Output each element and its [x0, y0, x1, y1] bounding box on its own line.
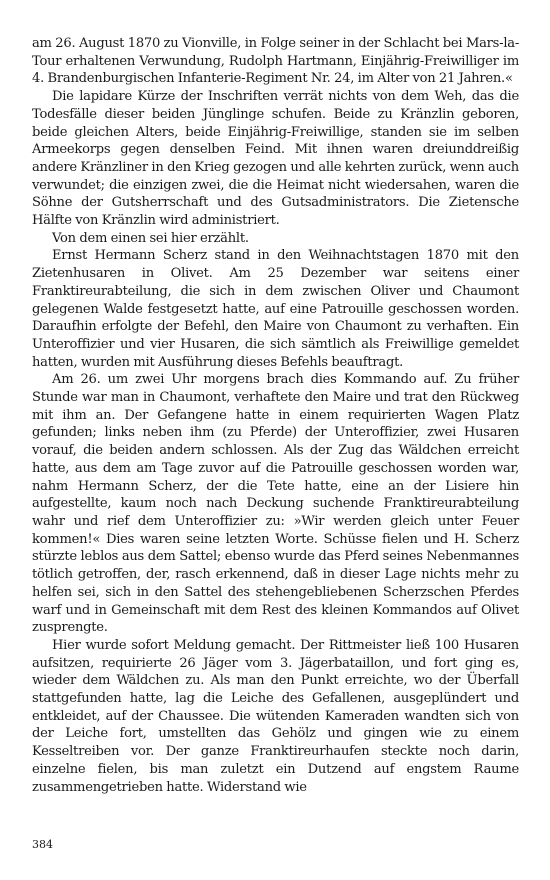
paragraph-olivet: Ernst Hermann Scherz stand in den Weihnachtstagen 1870 mit den Zietenhusaren in Olivet. Am 25 Dezember war seitens einer Franktireurabteilung, die sich in dem zwischen Oliver und Chaumont gelegenen Walde festgesetzt hatte, auf eine Patrouille geschossen worden. Daraufhin erfolgte der Befehl, den Maire von Chaumont zu verhaften. Ein Unteroffizier und vier Husaren, die sich sämtlich als Freiwillige gemeldet hatten, wurden mit Ausführung dieses Befehls beauftragt. [32, 248, 519, 370]
paragraph-short: Von dem einen sei hier erzählt. [52, 230, 249, 246]
body-text [32, 35, 519, 796]
page-number: 384 [32, 838, 53, 851]
paragraph-continuation: am 26. August 1870 zu Vionville, in Folge seiner in der Schlacht bei Mars-la-Tour erhaltenen Verwundung, Rudolph Hartmann, Einjährig-Freiwilliger im 4. Brandenburgischen Infanterie-Regiment Nr. 24, im Alter von 21 Jahren.« [32, 36, 519, 87]
paragraph-command: Am 26. um zwei Uhr morgens brach dies Kommando auf. Zu früher Stunde war man in Chaumont, verhaftete den Maire und trat den Rückweg mit ihm an. Der Gefangene hatte in einem requirierten Wagen Platz gefunden; links neben ihm (zu Pferde) der Unteroffizier, zwei Husaren vorauf, die beiden andern schlossen. Als der Zug das Wäldchen erreicht hatte, aus dem am Tage zuvor auf die Patrouille geschossen worden war, nahm Hermann Scherz, der die Tete hatte, eine an der Lisiere hin aufgestellte, kaum noch nach Deckung suchende Franktireurabteilung wahr und rief dem Unteroffizier zu: »Wir werden gleich unter Feuer kommen!« Dies waren seine letzten Worte. Schüsse fielen und H. Scherz stürzte leblos aus dem Sattel; ebenso wurde das Pferd seines Nebenmannes tötlich getroffen, der, rasch erkennend, daß in dieser Lage nichts mehr zu helfen sei, sich in den Sattel des stehengebliebenen Scherzschen Pferdes warf und in Gemeinschaft mit dem Rest des kleinen Kommandos auf Olivet zusprengte. [32, 372, 519, 636]
paragraph-inscriptions: Die lapidare Kürze der Inschriften verrät nichts von dem Weh, das die Todesfälle dieser beiden Jünglinge schufen. Beide zu Kränzlin geboren, beide gleichen Alters, beide Einjährig-Freiwillige, standen sie im selben Armeekorps gegen denselben Feind. Mit ihnen waren dreiunddreißig andere Kränzliner in den Krieg gezogen und alle kehrten zurück, wenn auch verwundet; die einzigen zwei, die die Heimat nicht wiedersahen, waren die Söhne der Gutsherrschaft und des Gutsadministrators. Die Zietensche Hälfte von Kränzlin wird administriert. [32, 89, 519, 229]
paragraph-report: Hier wurde sofort Meldung gemacht. Der Rittmeister ließ 100 Husaren aufsitzen, requirierte 26 Jäger vom 3. Jägerbataillon, und fort ging es, wieder dem Wäldchen zu. Als man den Punkt erreichte, wo der Überfall stattgefunden hatte, lag die Leiche des Gefallenen, ausgeplündert und entkleidet, auf der Chaussee. Die wütenden Kameraden wandten sich von der Leiche fort, umstellten das Gehölz und gingen wie zu einem Kesseltreiben vor. Der ganze Franktireurhaufen steckte noch darin, einzelne fielen, bis man zuletzt ein Dutzend auf engstem Raume zusammengetrieben hatte. Widerstand wie [32, 637, 519, 795]
